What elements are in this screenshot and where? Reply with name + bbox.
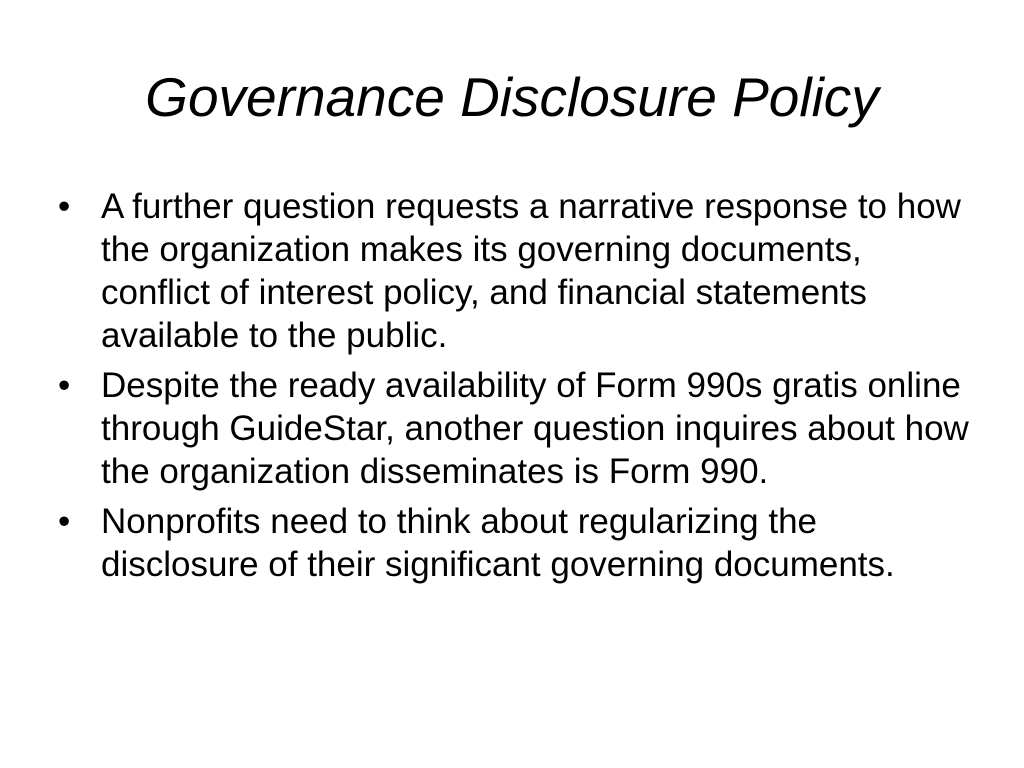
- bullet-dot-icon: •: [58, 502, 71, 541]
- bullet-dot-icon: •: [58, 187, 71, 226]
- bullet-item: [58, 500, 978, 586]
- bullet-item: [58, 364, 978, 493]
- bullet-list: [58, 185, 978, 593]
- bullet-text: A further question requests a narrative response to how the organization makes its governing documents, conflict of interest policy, and financial statements available to the public.: [101, 187, 961, 355]
- bullet-text: Despite the ready availability of Form 990s gratis online through GuideStar, another question inquires about how the organization disseminates is Form 990.: [101, 366, 969, 491]
- bullet-item: [58, 185, 978, 357]
- bullet-dot-icon: •: [58, 366, 71, 405]
- slide-title: Governance Disclosure Policy: [145, 66, 879, 128]
- bullet-text: Nonprofits need to think about regularizing the disclosure of their significant governing documents.: [101, 502, 895, 584]
